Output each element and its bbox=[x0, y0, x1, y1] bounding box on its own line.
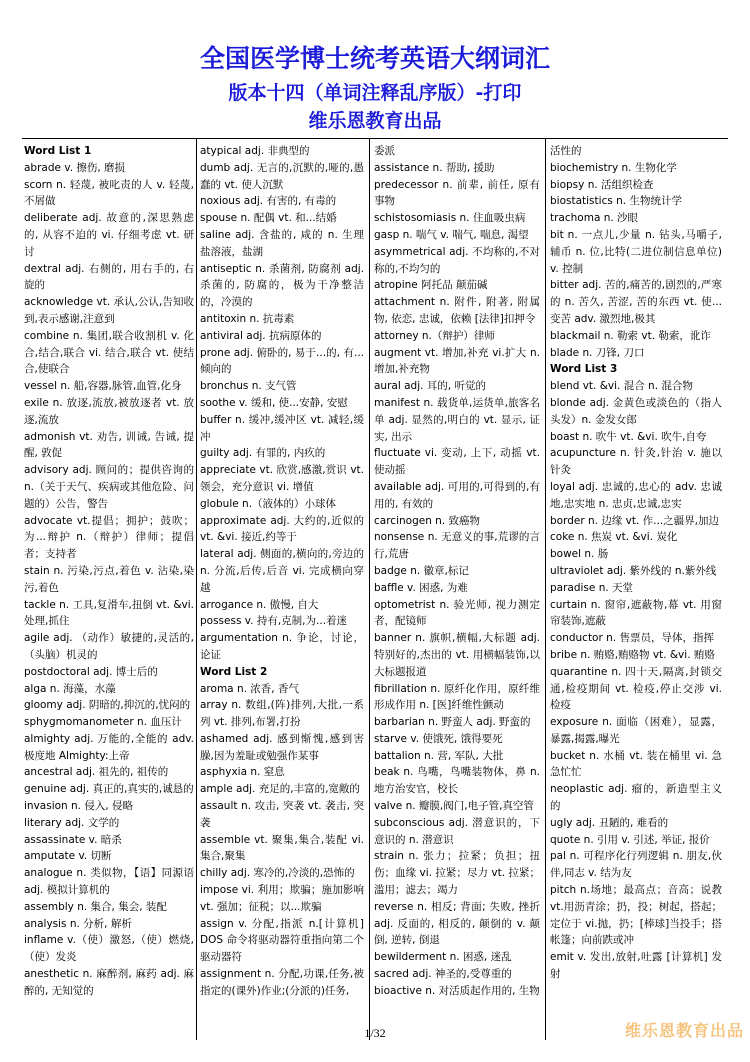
vocab-entry: globule n.（液体的）小球体 bbox=[200, 497, 337, 510]
page-number: 1/32 bbox=[364, 1026, 386, 1040]
vocab-entry: assembly n. 集合, 集会, 装配 bbox=[24, 900, 167, 913]
document-subtitle: 版本十四（单词注释乱序版）-打印 bbox=[228, 82, 522, 104]
vocab-entry: assassinate v. 暗杀 bbox=[24, 833, 122, 846]
vocab-entry: gloomy adj. 阴暗的,抑沉的,忧闷的 bbox=[24, 699, 191, 712]
vocab-entry: scorn n. 轻蔑, 被叱责的人 v. 轻蔑, 不屑做 bbox=[24, 178, 194, 208]
vocab-column-3 bbox=[374, 143, 540, 1040]
word-list-heading: Word List 1 bbox=[24, 145, 92, 157]
vocab-entry: bronchus n. 支气管 bbox=[200, 380, 297, 393]
vocab-entry: soothe v. 缓和, 使...安静, 安慰 bbox=[200, 396, 348, 409]
vocab-entry: stain n. 污染,污点,着色 v. 沾染,染污,着色 bbox=[24, 564, 194, 594]
vocab-entry: quarantine n. 四十天,隔离,封锁交通,检疫期间 vt. 检疫,停止交涉 vi. 检疫 bbox=[550, 665, 722, 712]
vocab-entry: exposure n. 面临（困难），显露，暴露,揭露,曝光 bbox=[550, 716, 722, 745]
vocab-entry: anesthetic n. 麻醉剂, 麻药 adj. 麻醉的, 无知觉的 bbox=[24, 968, 194, 997]
vocab-entry: bewilderment n. 困惑, 迷乱 bbox=[374, 951, 512, 964]
vocab-entry: banner n. 旗帜,横幅,大标题 adj. 特别好的,杰出的 vt. 用横幅装饰,以大标题报道 bbox=[374, 632, 540, 678]
vocab-entry: assault n. 攻击, 突袭 vt. 袭击, 突袭 bbox=[200, 800, 364, 829]
vocab-entry: quote n. 引用 v. 引述, 举证, 报价 bbox=[550, 833, 710, 846]
vocab-entry: ugly adj. 丑陋的, 难看的 bbox=[550, 816, 669, 829]
vocab-entry: abrade v. 擦伤, 磨损 bbox=[24, 161, 126, 174]
vocab-entry: aural adj. 耳的, 听觉的 bbox=[374, 380, 486, 393]
vocab-entry: nonsense n. 无意义的事,荒谬的言行,荒唐 bbox=[374, 531, 540, 561]
vocab-entry: loyal adj. 忠诚的,忠心的 adv. 忠诚地,忠实地 n. 忠贞,忠诚,忠实 bbox=[550, 480, 722, 510]
publisher-line: 维乐恩教育出品 bbox=[308, 110, 442, 132]
vocab-entry: valve n. 瓣膜,阀门,电子管,真空管 bbox=[374, 800, 534, 813]
vocab-entry: blackmail n. 勒索 vt. 勒索，讹诈 bbox=[550, 329, 711, 342]
vocab-entry: ample adj. 充足的,丰富的,宽敞的 bbox=[200, 783, 360, 796]
header-divider bbox=[22, 138, 728, 139]
vocab-entry: bit n. 一点儿,少量 n. 钻头,马嚼子,辅币 n. 位,比特(二进位制信息单位) v. 控制 bbox=[550, 228, 722, 275]
vocab-column-1 bbox=[24, 143, 194, 1040]
column-divider bbox=[369, 139, 370, 1040]
vocab-entry: chilly adj. 寒冷的,冷淡的,恐怖的 bbox=[200, 867, 355, 880]
vocab-entry: antiviral adj. 抗病原体的 bbox=[200, 329, 322, 342]
vocab-entry: postdoctoral adj. 博士后的 bbox=[24, 665, 158, 678]
vocab-entry: argumentation n. 争论，讨论，论证 bbox=[200, 632, 364, 661]
vocab-entry: inflame v.（使）激怒,（使）燃烧,（使）发炎 bbox=[24, 934, 194, 964]
vocab-entry: bitter adj. 苦的,痛苦的,剧烈的,严寒的 n. 苦久, 苦涩, 苦的东西 vt. 使...变苦 adv. 激烈地,极其 bbox=[550, 279, 722, 325]
vocab-entry: buffer n. 缓冲,缓冲区 vt. 减轻,缓冲 bbox=[200, 413, 364, 443]
vocab-entry: neoplastic adj. 瘤的，新造型主义的 bbox=[550, 783, 722, 813]
vocab-entry: badge n. 徽章,标记 bbox=[374, 564, 469, 577]
vocab-entry: acupuncture n. 针灸,针治 v. 施以针灸 bbox=[550, 447, 722, 477]
vocab-entry: baffle v. 困惑, 为难 bbox=[374, 581, 468, 594]
vocab-entry: guilty adj. 有罪的, 内疚的 bbox=[200, 447, 326, 460]
vocab-entry: exile n. 放逐,流放,被放逐者 vt. 放逐,流放 bbox=[24, 396, 194, 426]
vocab-entry: antitoxin n. 抗毒素 bbox=[200, 312, 295, 325]
vocab-entry: arrogance n. 傲慢, 自大 bbox=[200, 598, 319, 611]
vocab-entry: 活性的 bbox=[550, 145, 582, 157]
vocab-entry: impose vi. 利用；欺骗；施加影响 vt. 强加；征税；以...欺骗 bbox=[200, 884, 364, 913]
vocab-entry: lateral adj. 侧面的,横向的,旁边的 n. 分流,后传,后音 vi. 完成横向穿越 bbox=[200, 548, 364, 594]
vocab-entry: analysis n. 分析, 解析 bbox=[24, 917, 132, 930]
vocab-entry: antiseptic n. 杀菌剂, 防腐剂 adj. 杀菌的, 防腐的，极为干净整洁的，冷漠的 bbox=[200, 262, 364, 309]
vocab-entry: fluctuate vi. 变动, 上下, 动摇 vt. 使动摇 bbox=[374, 447, 540, 477]
vocab-entry: subconscious adj. 潜意识的，下意识的 n. 潜意识 bbox=[374, 816, 540, 846]
vocab-entry: emit v. 发出,放射,吐露 [计算机] 发射 bbox=[550, 951, 722, 981]
word-list-heading: Word List 3 bbox=[550, 363, 618, 376]
vocab-entry: fibrillation n. 原纤化作用，原纤维形成作用 n. [医]纤维性颤动 bbox=[374, 682, 540, 712]
vocab-column-4 bbox=[550, 143, 722, 1040]
vocab-entry: assign v. 分配,指派 n.[计算机] DOS 命令将驱动器符重指向第二个驱动器符 bbox=[200, 917, 364, 964]
vocab-entry: carcinogen n. 致癌物 bbox=[374, 514, 481, 527]
vocab-entry: advisory adj. 顾问的；提供咨询的 n.（关于天气、疾病或其他危险、问题的）公告，警告 bbox=[24, 464, 194, 510]
column-divider bbox=[545, 139, 546, 1040]
vocab-entry: alga n. 海藻，水藻 bbox=[24, 682, 116, 695]
vocab-entry: array n. 数组,(阵)排列,大批,一系列 vt. 排列,布署,打扮 bbox=[200, 699, 364, 729]
vocab-entry: blonde adj. 金黄色或淡色的（指人头发）n. 金发女郎 bbox=[550, 396, 722, 426]
vocab-entry: conductor n. 售票员，导体，指挥 bbox=[550, 632, 714, 645]
vocab-entry: possess v. 持有,克制,为...着迷 bbox=[200, 615, 348, 628]
vocab-entry: approximate adj. 大约的,近似的 vt. &vi. 接近,约等于 bbox=[200, 514, 364, 544]
vocab-entry: predecessor n. 前辈, 前任, 原有事物 bbox=[374, 178, 540, 208]
vocab-entry: sphygmomanometer n. 血压计 bbox=[24, 716, 182, 729]
vocab-entry: dumb adj. 无言的,沉默的,哑的,愚蠢的 vt. 使人沉默 bbox=[200, 161, 364, 191]
vocab-entry: pal n. 可程序化行列逻辑 n. 朋友,伙伴,同志 v. 结为友 bbox=[550, 850, 722, 880]
vocab-entry: atypical adj. 非典型的 bbox=[200, 145, 310, 157]
vocab-entry: schistosomiasis n. 住血吸虫病 bbox=[374, 212, 526, 225]
vocab-entry: paradise n. 天堂 bbox=[550, 581, 634, 594]
vocab-entry: pitch n.场地；最高点；音高；说教 vt.用沥青涂；扔，投；树起，搭起；定位于 vi.抛，扔；[棒球]当投手；搭帐篷；向前跌或冲 bbox=[550, 884, 722, 947]
vocab-entry: almighty adj. 万能的,全能的 adv. 极度地 Almighty:上帝 bbox=[24, 732, 194, 762]
vocab-entry: saline adj. 含盐的, 咸的 n. 生理盐溶液，盐湖 bbox=[200, 228, 364, 258]
vocab-entry: border n. 边缘 vt. 作...之疆界,加边 bbox=[550, 514, 720, 527]
vocab-entry: genuine adj. 真正的,真实的,诚恳的 bbox=[24, 783, 194, 796]
vocab-entry: noxious adj. 有害的, 有毒的 bbox=[200, 195, 337, 208]
vocab-entry: spouse n. 配偶 vt. 和...结婚 bbox=[200, 212, 337, 225]
word-list-heading: Word List 2 bbox=[200, 665, 268, 678]
vocab-entry: aroma n. 浓香, 香气 bbox=[200, 682, 299, 695]
vocab-entry: beak n. 鸟嘴，鸟嘴装物体，鼻 n. 地方治安官，校长 bbox=[374, 766, 540, 796]
vocab-entry: blade n. 刀锋, 刀口 bbox=[550, 346, 645, 359]
vocab-entry: literary adj. 文学的 bbox=[24, 816, 120, 829]
vocab-entry: advocate vt.提倡；拥护；鼓吹；为...辩护 n.（辩护）律师；提倡者；支持者 bbox=[24, 514, 194, 561]
vocab-entry: reverse n. 相反; 背面; 失败, 挫折 adj. 反面的, 相反的, 颠倒的 v. 颠倒, 逆转, 倒退 bbox=[374, 900, 540, 947]
vocab-entry: analogue n. 类似物，【语】同源语 adj. 模拟计算机的 bbox=[24, 867, 194, 897]
vocab-entry: bribe n. 贿赂,贿赂物 vt. &vi. 贿赂 bbox=[550, 648, 715, 661]
vocab-entry: appreciate vt. 欣赏,感激,赏识 vt. 领会，充分意识 vi. 增值 bbox=[200, 464, 364, 493]
vocab-entry: assignment n. 分配,功课,任务,被指定的(课外)作业;(分派的)任务, bbox=[200, 968, 364, 997]
vocab-entry: dextral adj. 右侧的, 用右手的, 右旋的 bbox=[24, 262, 194, 292]
vocab-entry: ashamed adj. 感到惭愧,感到害臊,因为羞耻或勉强作某事 bbox=[200, 732, 364, 762]
vocab-entry: available adj. 可用的,可得到的,有用的, 有效的 bbox=[374, 480, 540, 510]
vocab-entry: assistance n. 帮助, 援助 bbox=[374, 161, 495, 174]
vocab-entry: acknowledge vt. 承认,公认,告知收到,表示感谢,注意到 bbox=[24, 296, 194, 325]
vocab-entry: attachment n. 附件, 附著, 附属物, 依恋, 忠诚，依赖 [法律]扣押令 bbox=[374, 296, 540, 325]
vocab-entry: amputate v. 切断 bbox=[24, 850, 112, 863]
vocab-entry: ancestral adj. 祖先的, 祖传的 bbox=[24, 766, 169, 779]
vocab-entry: admonish vt. 劝告, 训诫, 告诫, 提醒, 敦促 bbox=[24, 430, 194, 460]
vocab-entry: biostatistics n. 生物统计学 bbox=[550, 195, 682, 208]
vocab-entry: bowel n. 肠 bbox=[550, 548, 609, 561]
publisher-watermark: 维乐恩教育出品 bbox=[624, 1021, 744, 1040]
vocab-entry: asphyxia n. 窒息 bbox=[200, 766, 285, 779]
vocab-entry: attorney n.（辩护）律师 bbox=[374, 329, 495, 342]
vocab-entry: combine n. 集团,联合收割机 v. 化合,结合,联合 vi. 结合,联合 vt. 使结合,使联合 bbox=[24, 329, 194, 376]
vocab-entry: bioactive n. 对活质起作用的, 生物 bbox=[374, 984, 540, 997]
vocab-entry: optometrist n. 验光师, 视力测定者，配镜师 bbox=[374, 598, 540, 628]
vocab-entry: battalion n. 营, 军队, 大批 bbox=[374, 749, 504, 762]
vocab-entry: gasp n. 喘气 v. 喘气, 喘息, 渴望 bbox=[374, 228, 529, 241]
vocab-entry: atropine 阿托品 颠茄碱 bbox=[374, 279, 488, 292]
vocab-entry: prone adj. 俯卧的, 易于...的, 有...倾向的 bbox=[200, 346, 364, 376]
vocab-entry: invasion n. 侵入, 侵略 bbox=[24, 800, 134, 813]
vocab-entry: 委派 bbox=[374, 145, 395, 157]
vocab-entry: sacred adj. 神圣的,受尊重的 bbox=[374, 968, 512, 981]
vocab-entry: starve v. 使饿死, 饿得要死 bbox=[374, 732, 503, 745]
vocab-entry: manifest n. 载货单,运货单,旅客名单 adj. 显然的,明白的 vt. 显示, 证实, 出示 bbox=[374, 396, 540, 443]
vocab-entry: augment vt. 增加,补充 vi.扩大 n. 增加,补充物 bbox=[374, 346, 540, 376]
vocab-entry: vessel n. 船,容器,脉管,血管,化身 bbox=[24, 380, 182, 393]
vocab-entry: agile adj. （动作）敏捷的,灵活的,（头脑）机灵的 bbox=[24, 632, 194, 661]
vocab-entry: trachoma n. 沙眼 bbox=[550, 212, 639, 225]
document-title: 全国医学博士统考英语大纲词汇 bbox=[199, 44, 550, 73]
vocab-entry: asymmetrical adj. 不均称的,不对称的,不均匀的 bbox=[374, 245, 540, 275]
vocab-entry: biopsy n. 活组织检查 bbox=[550, 178, 654, 191]
vocab-entry: curtain n. 窗帘,遮蔽物,幕 vt. 用窗帘装饰,遮蔽 bbox=[550, 598, 722, 628]
vocab-entry: strain n. 张力；拉紧；负担；扭伤；血缘 vi. 拉紧；尽力 vt. 拉紧；滥用；滤去；竭力 bbox=[374, 850, 540, 897]
column-divider bbox=[196, 139, 197, 1040]
vocab-entry: barbarian n. 野蛮人 adj. 野蛮的 bbox=[374, 716, 531, 729]
vocab-entry: biochemistry n. 生物化学 bbox=[550, 161, 677, 174]
vocab-entry: bucket n. 水桶 vt. 装在桶里 vi. 急急忙忙 bbox=[550, 749, 722, 779]
vocab-entry: deliberate adj. 故意的,深思熟虑的, 从容不迫的 vi. 仔细考虑 vt. 研讨 bbox=[24, 212, 194, 258]
vocab-entry: assemble vt. 聚集,集合,装配 vi. 集合,聚集 bbox=[200, 833, 364, 863]
vocab-entry: boast n. 吹牛 vt. &vi. 吹牛,自夸 bbox=[550, 430, 707, 443]
vocab-entry: tackle n. 工具,复滑车,扭倒 vt. &vi. 处理,抓住 bbox=[24, 598, 194, 628]
vocab-entry: coke n. 焦炭 vt. &vi. 炭化 bbox=[550, 531, 678, 544]
vocab-column-2 bbox=[200, 143, 364, 1040]
vocab-entry: blend vt. &vi. 混合 n. 混合物 bbox=[550, 380, 693, 393]
vocab-entry: ultraviolet adj. 紫外线的 n.紫外线 bbox=[550, 564, 717, 577]
